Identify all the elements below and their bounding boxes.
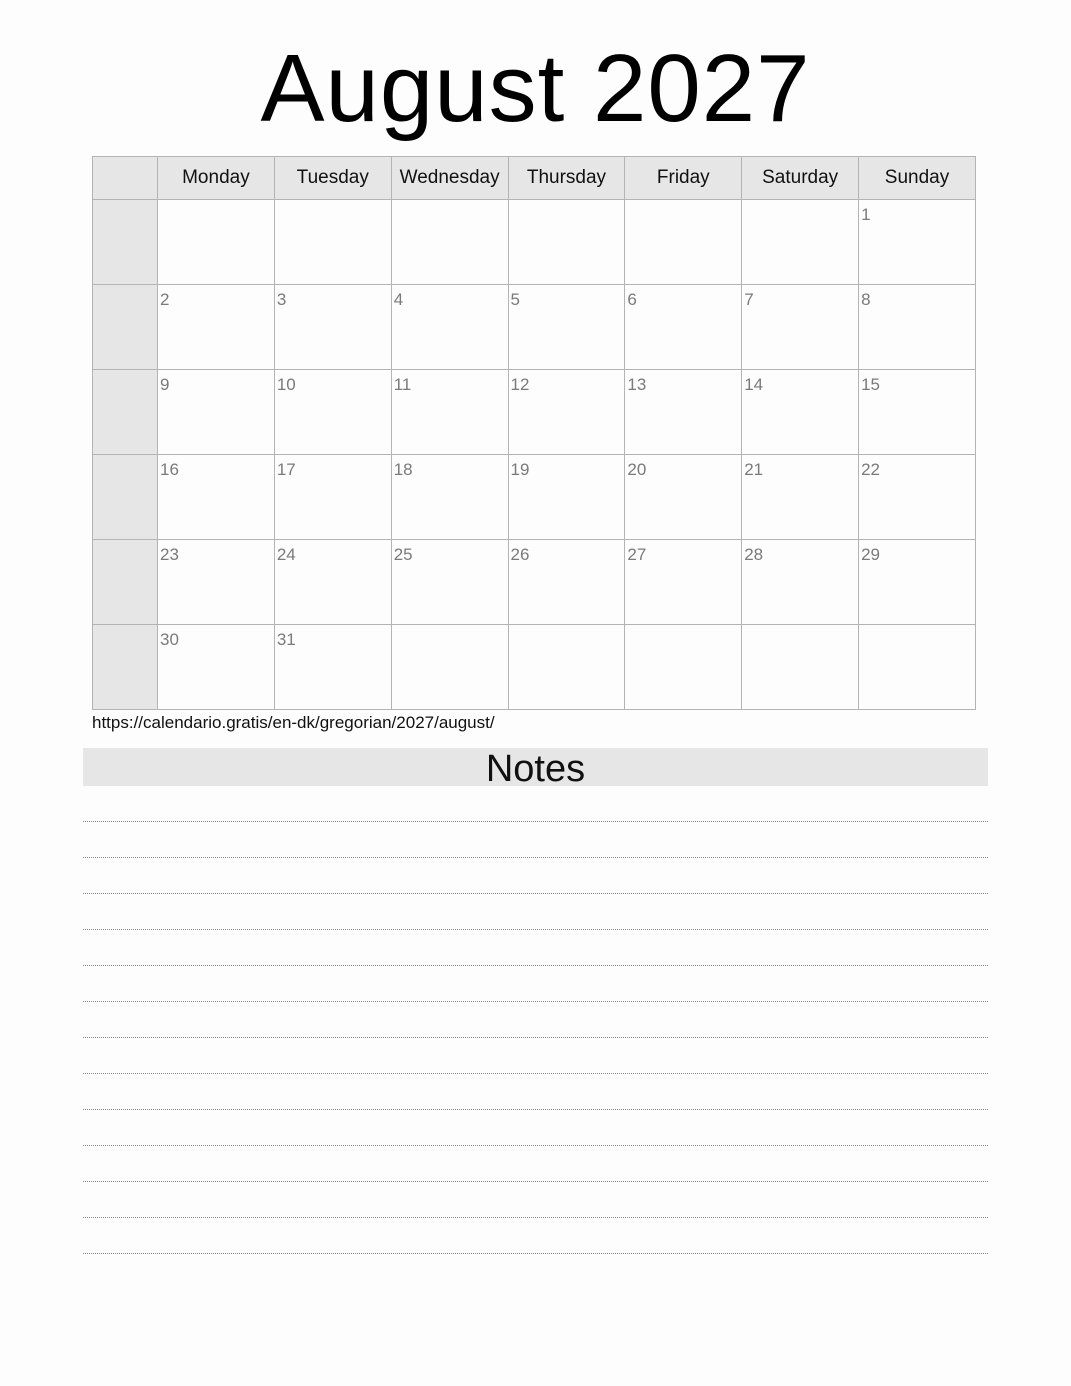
- day-number: 8: [861, 290, 871, 309]
- day-cell: [625, 455, 742, 540]
- notes-title: Notes: [83, 748, 988, 786]
- day-cell: [274, 370, 391, 455]
- day-number: 20: [627, 460, 647, 479]
- day-number: 7: [744, 290, 754, 309]
- day-number: 31: [276, 630, 296, 649]
- day-cell: [508, 370, 625, 455]
- note-line: [83, 1002, 988, 1038]
- day-cell: [742, 200, 859, 285]
- day-number: 23: [160, 545, 179, 564]
- day-number: 11: [393, 375, 412, 394]
- day-number: 6: [627, 290, 637, 309]
- day-number: 4: [393, 290, 404, 309]
- week-row: [93, 370, 976, 455]
- day-number: 27: [627, 545, 647, 564]
- note-line: [83, 1182, 988, 1218]
- day-cell: [391, 455, 508, 540]
- weekday-header: Thursday: [508, 157, 625, 200]
- day-number: 10: [276, 375, 296, 394]
- day-number: 16: [160, 460, 179, 479]
- day-number: [625, 200, 741, 206]
- note-line: [83, 1074, 988, 1110]
- day-number: [625, 625, 741, 631]
- notes-lines: [83, 786, 988, 1254]
- week-number-cell: [93, 200, 158, 285]
- week-row: [93, 455, 976, 540]
- day-number: 9: [160, 375, 170, 394]
- day-number: 2: [160, 290, 170, 309]
- day-number: 26: [510, 545, 530, 564]
- day-number: 18: [393, 460, 413, 479]
- day-cell: [859, 540, 976, 625]
- day-number: 21: [744, 460, 764, 479]
- day-number: 12: [510, 375, 530, 394]
- day-cell: [158, 625, 275, 710]
- day-number: 1: [861, 205, 871, 224]
- week-number-header: [93, 157, 158, 200]
- day-cell: [625, 370, 742, 455]
- day-cell: [391, 370, 508, 455]
- day-number: [392, 200, 508, 206]
- source-url: https://calendario.gratis/en-dk/gregorian/2027/august/: [92, 713, 495, 732]
- note-line: [83, 1110, 988, 1146]
- day-cell: [158, 540, 275, 625]
- day-cell: [274, 285, 391, 370]
- day-number: 5: [510, 290, 520, 309]
- day-number: [392, 625, 508, 631]
- weekday-header: Monday: [158, 157, 275, 200]
- day-number: 3: [276, 290, 287, 309]
- day-number: [742, 625, 858, 631]
- week-number-cell: [93, 455, 158, 540]
- day-cell: [508, 285, 625, 370]
- day-cell: [274, 625, 391, 710]
- day-cell: [391, 200, 508, 285]
- day-number: [509, 625, 625, 631]
- week-number-cell: [93, 285, 158, 370]
- day-number: 30: [160, 630, 179, 649]
- day-number: 14: [744, 375, 764, 394]
- day-number: 25: [393, 545, 413, 564]
- day-number: [859, 625, 975, 631]
- day-cell: [158, 455, 275, 540]
- day-number: [275, 200, 391, 206]
- note-line: [83, 1218, 988, 1254]
- note-line: [83, 822, 988, 858]
- week-row: [93, 540, 976, 625]
- day-number: 13: [627, 375, 647, 394]
- weekday-header: Friday: [625, 157, 742, 200]
- day-cell: [859, 370, 976, 455]
- day-cell: [391, 540, 508, 625]
- note-line: [83, 858, 988, 894]
- note-line: [83, 894, 988, 930]
- day-cell: [274, 540, 391, 625]
- note-line: [83, 1146, 988, 1182]
- day-cell: [625, 625, 742, 710]
- calendar-grid: [92, 156, 976, 709]
- day-number: 19: [510, 460, 530, 479]
- day-cell: [625, 540, 742, 625]
- day-cell: [508, 200, 625, 285]
- day-cell: [158, 370, 275, 455]
- day-cell: [742, 285, 859, 370]
- day-number: [158, 200, 274, 206]
- day-cell: [508, 625, 625, 710]
- day-number: [742, 200, 858, 206]
- day-cell: [742, 455, 859, 540]
- day-cell: [391, 285, 508, 370]
- day-cell: [742, 540, 859, 625]
- day-number: [509, 200, 625, 206]
- weekday-header: Sunday: [859, 157, 976, 200]
- calendar-title: August 2027: [260, 35, 811, 142]
- weekday-header: Wednesday: [391, 157, 508, 200]
- day-number: 17: [276, 460, 296, 479]
- note-line: [83, 966, 988, 1002]
- calendar-table: [92, 156, 976, 710]
- day-cell: [859, 285, 976, 370]
- day-cell: [859, 200, 976, 285]
- day-cell: [625, 200, 742, 285]
- day-cell: [742, 370, 859, 455]
- day-cell: [859, 455, 976, 540]
- day-cell: [274, 200, 391, 285]
- week-number-cell: [93, 625, 158, 710]
- day-cell: [158, 200, 275, 285]
- day-cell: [391, 625, 508, 710]
- day-cell: [508, 455, 625, 540]
- day-number: 22: [861, 460, 880, 479]
- note-line: [83, 786, 988, 822]
- week-row: [93, 285, 976, 370]
- week-row: [93, 625, 976, 710]
- weekday-header-row: [93, 157, 976, 200]
- day-number: 15: [861, 375, 880, 394]
- weekday-header: Saturday: [742, 157, 859, 200]
- day-cell: [625, 285, 742, 370]
- week-row: [93, 200, 976, 285]
- day-number: 29: [861, 545, 880, 564]
- day-cell: [859, 625, 976, 710]
- week-number-cell: [93, 540, 158, 625]
- day-cell: [274, 455, 391, 540]
- day-cell: [158, 285, 275, 370]
- weekday-header: Tuesday: [274, 157, 391, 200]
- note-line: [83, 1038, 988, 1074]
- week-number-cell: [93, 370, 158, 455]
- note-line: [83, 930, 988, 966]
- day-cell: [742, 625, 859, 710]
- day-number: 28: [744, 545, 764, 564]
- day-number: 24: [276, 545, 296, 564]
- day-cell: [508, 540, 625, 625]
